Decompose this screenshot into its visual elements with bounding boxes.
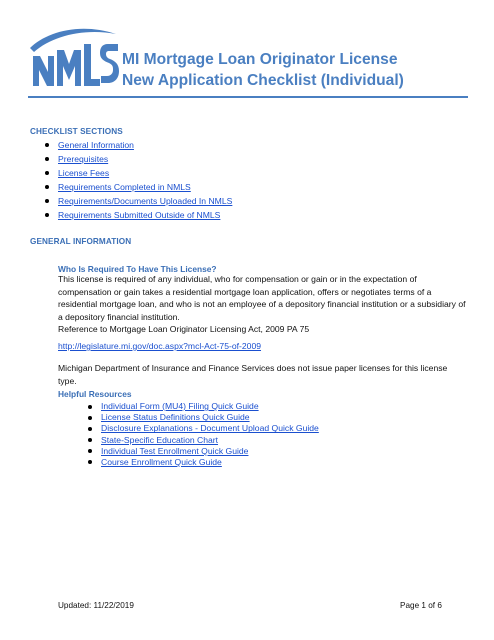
paper-license-note: Michigan Department of Insurance and Finance Services does not issue paper licenses for this license type. (58, 363, 448, 386)
footer-page-number: Page 1 of 6 (400, 601, 442, 610)
bullet-icon (45, 143, 49, 147)
title-line-1: MI Mortgage Loan Originator License (122, 51, 398, 68)
nmls-logo (28, 26, 120, 88)
checklist-list (58, 138, 232, 222)
bullet-icon (45, 185, 49, 189)
bullet-icon (45, 171, 49, 175)
list-item (101, 401, 319, 412)
checklist-link[interactable]: Prerequisites (58, 154, 109, 164)
resource-link[interactable]: Course Enrollment Quick Guide (101, 456, 222, 467)
general-info-heading: GENERAL INFORMATION (30, 237, 132, 246)
resource-link[interactable]: Individual Test Enrollment Quick Guide (101, 445, 249, 456)
bullet-icon (88, 449, 92, 453)
header-divider (28, 96, 468, 98)
checklist-link[interactable]: License Fees (58, 168, 110, 178)
bullet-icon (88, 438, 92, 442)
reference-link[interactable]: http://legislature.mi.gov/doc.aspx?mcl-Act-75-of-2009 (58, 341, 262, 351)
checklist-link[interactable]: Requirements Completed in NMLS (58, 182, 191, 192)
checklist-link[interactable]: Requirements Submitted Outside of NMLS (58, 210, 221, 220)
page-title (122, 49, 467, 91)
list-item (58, 180, 232, 194)
bullet-icon (88, 405, 92, 409)
list-item (58, 152, 232, 166)
checklist-link[interactable]: Requirements/Documents Uploaded In NMLS (58, 196, 233, 206)
helpful-resources-heading: Helpful Resources (58, 389, 132, 399)
who-required-heading: Who Is Required To Have This License? (58, 264, 217, 274)
bullet-icon (45, 213, 49, 217)
resource-link[interactable]: State-Specific Education Chart (101, 434, 219, 445)
list-item (58, 194, 232, 208)
resources-list (101, 401, 319, 468)
list-item (101, 435, 319, 446)
page-header (28, 26, 468, 98)
resource-link[interactable]: Disclosure Explanations - Document Upload Quick Guide (101, 423, 319, 434)
title-line-2: New Application Checklist (Individual) (122, 72, 404, 89)
who-required-text: This license is required of any individual, who for compensation or gain or in the expectation of compensation or gain takes a residential mortgage loan application, offers or negotiates terms of a residential mortgage loan, and who is not an employee of a depository financial institution or a subsidiary of a depository financial institution. (58, 274, 466, 322)
resource-link[interactable]: License Status Definitions Quick Guide (101, 412, 250, 423)
bullet-icon (88, 416, 92, 420)
footer-updated-date: Updated: 11/22/2019 (58, 601, 134, 610)
bullet-icon (45, 199, 49, 203)
bullet-icon (88, 427, 92, 431)
list-item (101, 446, 319, 457)
reference-link-row (58, 340, 468, 353)
bullet-icon (45, 157, 49, 161)
list-item (58, 166, 232, 180)
checklist-heading: CHECKLIST SECTIONS (30, 127, 123, 136)
list-item (58, 208, 232, 222)
checklist-link[interactable]: General Information (58, 140, 134, 150)
reference-text: Reference to Mortgage Loan Originator Licensing Act, 2009 PA 75 (58, 324, 310, 334)
bullet-icon (88, 460, 92, 464)
resource-link[interactable]: Individual Form (MU4) Filing Quick Guide (101, 401, 259, 411)
list-item (101, 457, 319, 468)
list-item (101, 423, 319, 434)
list-item (58, 138, 232, 152)
list-item (101, 412, 319, 423)
